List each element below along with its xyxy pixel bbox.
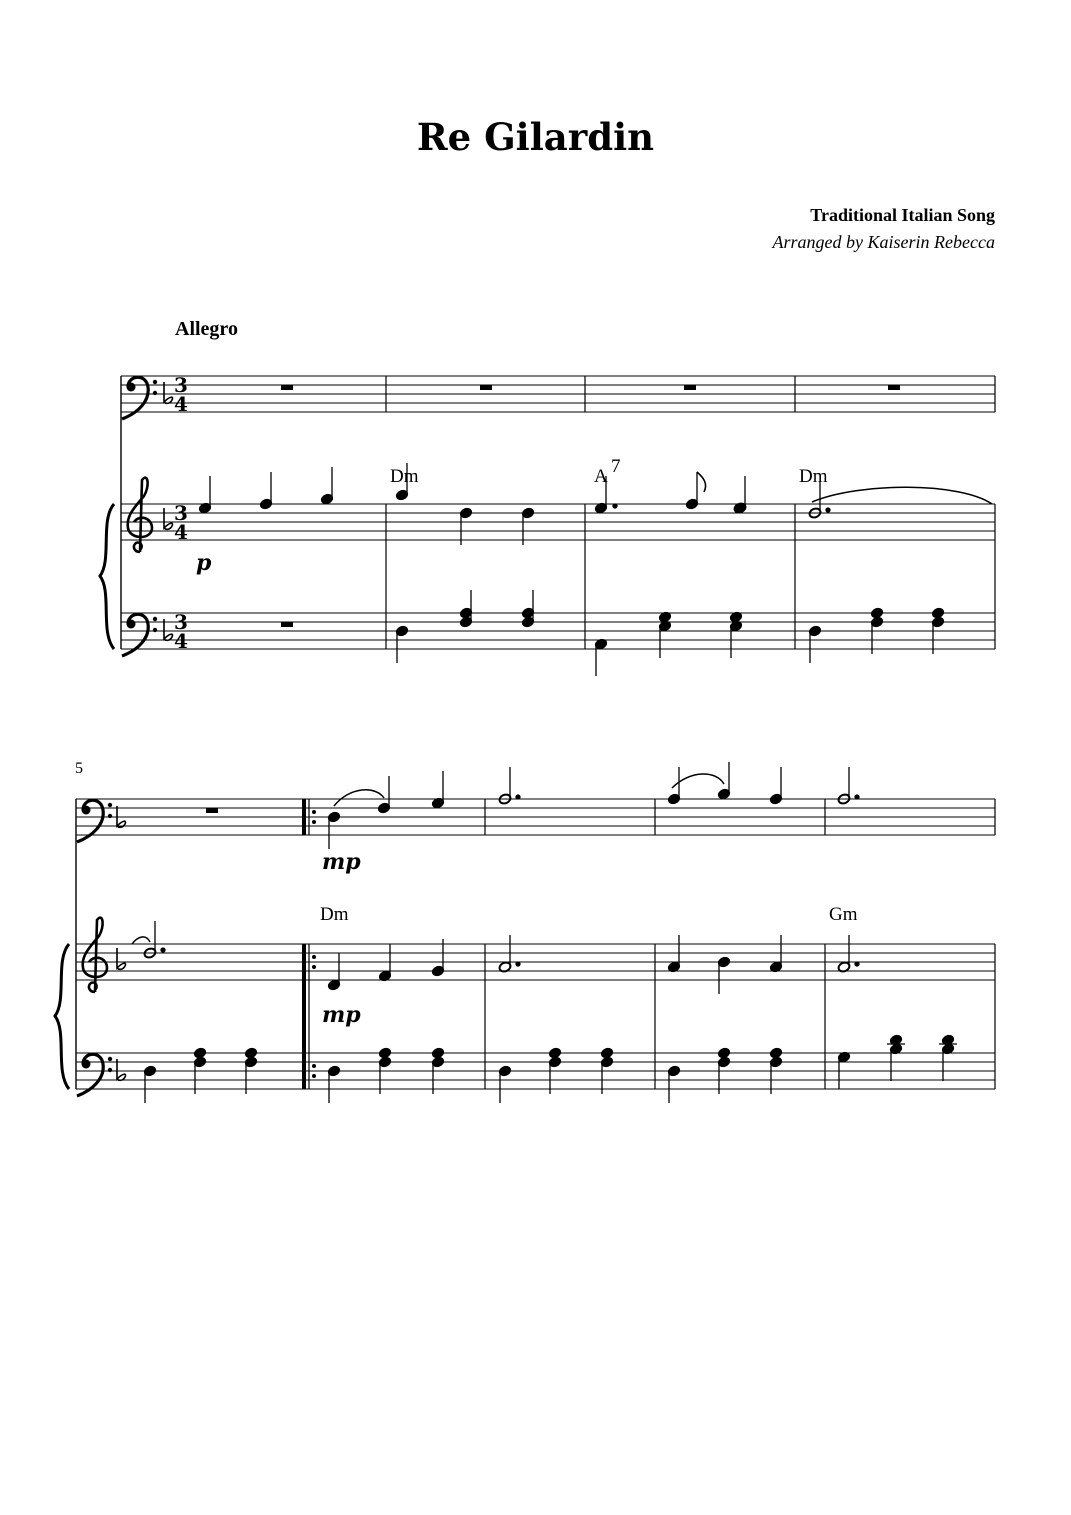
chord-symbol: A xyxy=(594,466,608,487)
system-2 xyxy=(55,762,995,1103)
time-sig-bottom: 4 xyxy=(174,629,188,653)
bass-clef-icon xyxy=(122,377,157,419)
whole-rests xyxy=(281,385,900,627)
chord-superscript: 7 xyxy=(611,456,621,477)
dynamic-marking: p xyxy=(196,550,212,576)
bass-clef-icon xyxy=(77,1054,112,1096)
tempo-marking: Allegro xyxy=(175,318,238,340)
bass-clef-icon xyxy=(122,614,157,656)
piano-treble-staff xyxy=(121,504,995,540)
piano-bass-staff xyxy=(76,1053,995,1089)
piano-brace xyxy=(55,944,69,1089)
cello-staff xyxy=(121,376,995,412)
treble-measure-1 xyxy=(198,467,334,514)
bass-accompaniment-1 xyxy=(395,590,945,676)
piano-brace xyxy=(100,504,114,649)
time-sig-top: 3 xyxy=(174,373,188,397)
treble-clef-icon xyxy=(128,478,152,552)
treble-measure-3 xyxy=(594,472,747,514)
flat-icon xyxy=(164,508,173,529)
time-sig-top: 3 xyxy=(174,610,188,634)
piano-bass-staff xyxy=(121,613,995,649)
chord-symbol: Dm xyxy=(320,904,349,925)
cello-staff xyxy=(76,799,995,835)
cello-measure-6 xyxy=(327,771,445,849)
treble-measure-7 xyxy=(498,935,520,973)
chord-symbol: Dm xyxy=(390,466,419,487)
treble-measure-9 xyxy=(837,935,859,973)
bass-accompaniment-2 xyxy=(143,1034,957,1103)
chord-symbol: Dm xyxy=(799,466,828,487)
measure-number: 5 xyxy=(75,760,83,777)
treble-measure-6 xyxy=(327,939,445,991)
score-title: Re Gilardin xyxy=(416,115,655,159)
chord-symbol: Gm xyxy=(829,904,858,925)
flat-icon xyxy=(117,948,126,969)
dynamic-marking: mp xyxy=(322,1002,361,1028)
dynamic-marking: mp xyxy=(322,849,361,875)
time-sig-top: 3 xyxy=(174,501,188,525)
composer-credit: Traditional Italian Song xyxy=(810,205,995,225)
time-sig-bottom: 4 xyxy=(174,520,188,544)
arranger-credit: Arranged by Kaiserin Rebecca xyxy=(772,232,995,252)
time-sig-bottom: 4 xyxy=(174,392,188,416)
treble-clef-icon xyxy=(83,918,107,992)
whole-rest xyxy=(206,808,218,813)
bass-clef-icon xyxy=(77,800,112,842)
system-1 xyxy=(100,373,995,676)
